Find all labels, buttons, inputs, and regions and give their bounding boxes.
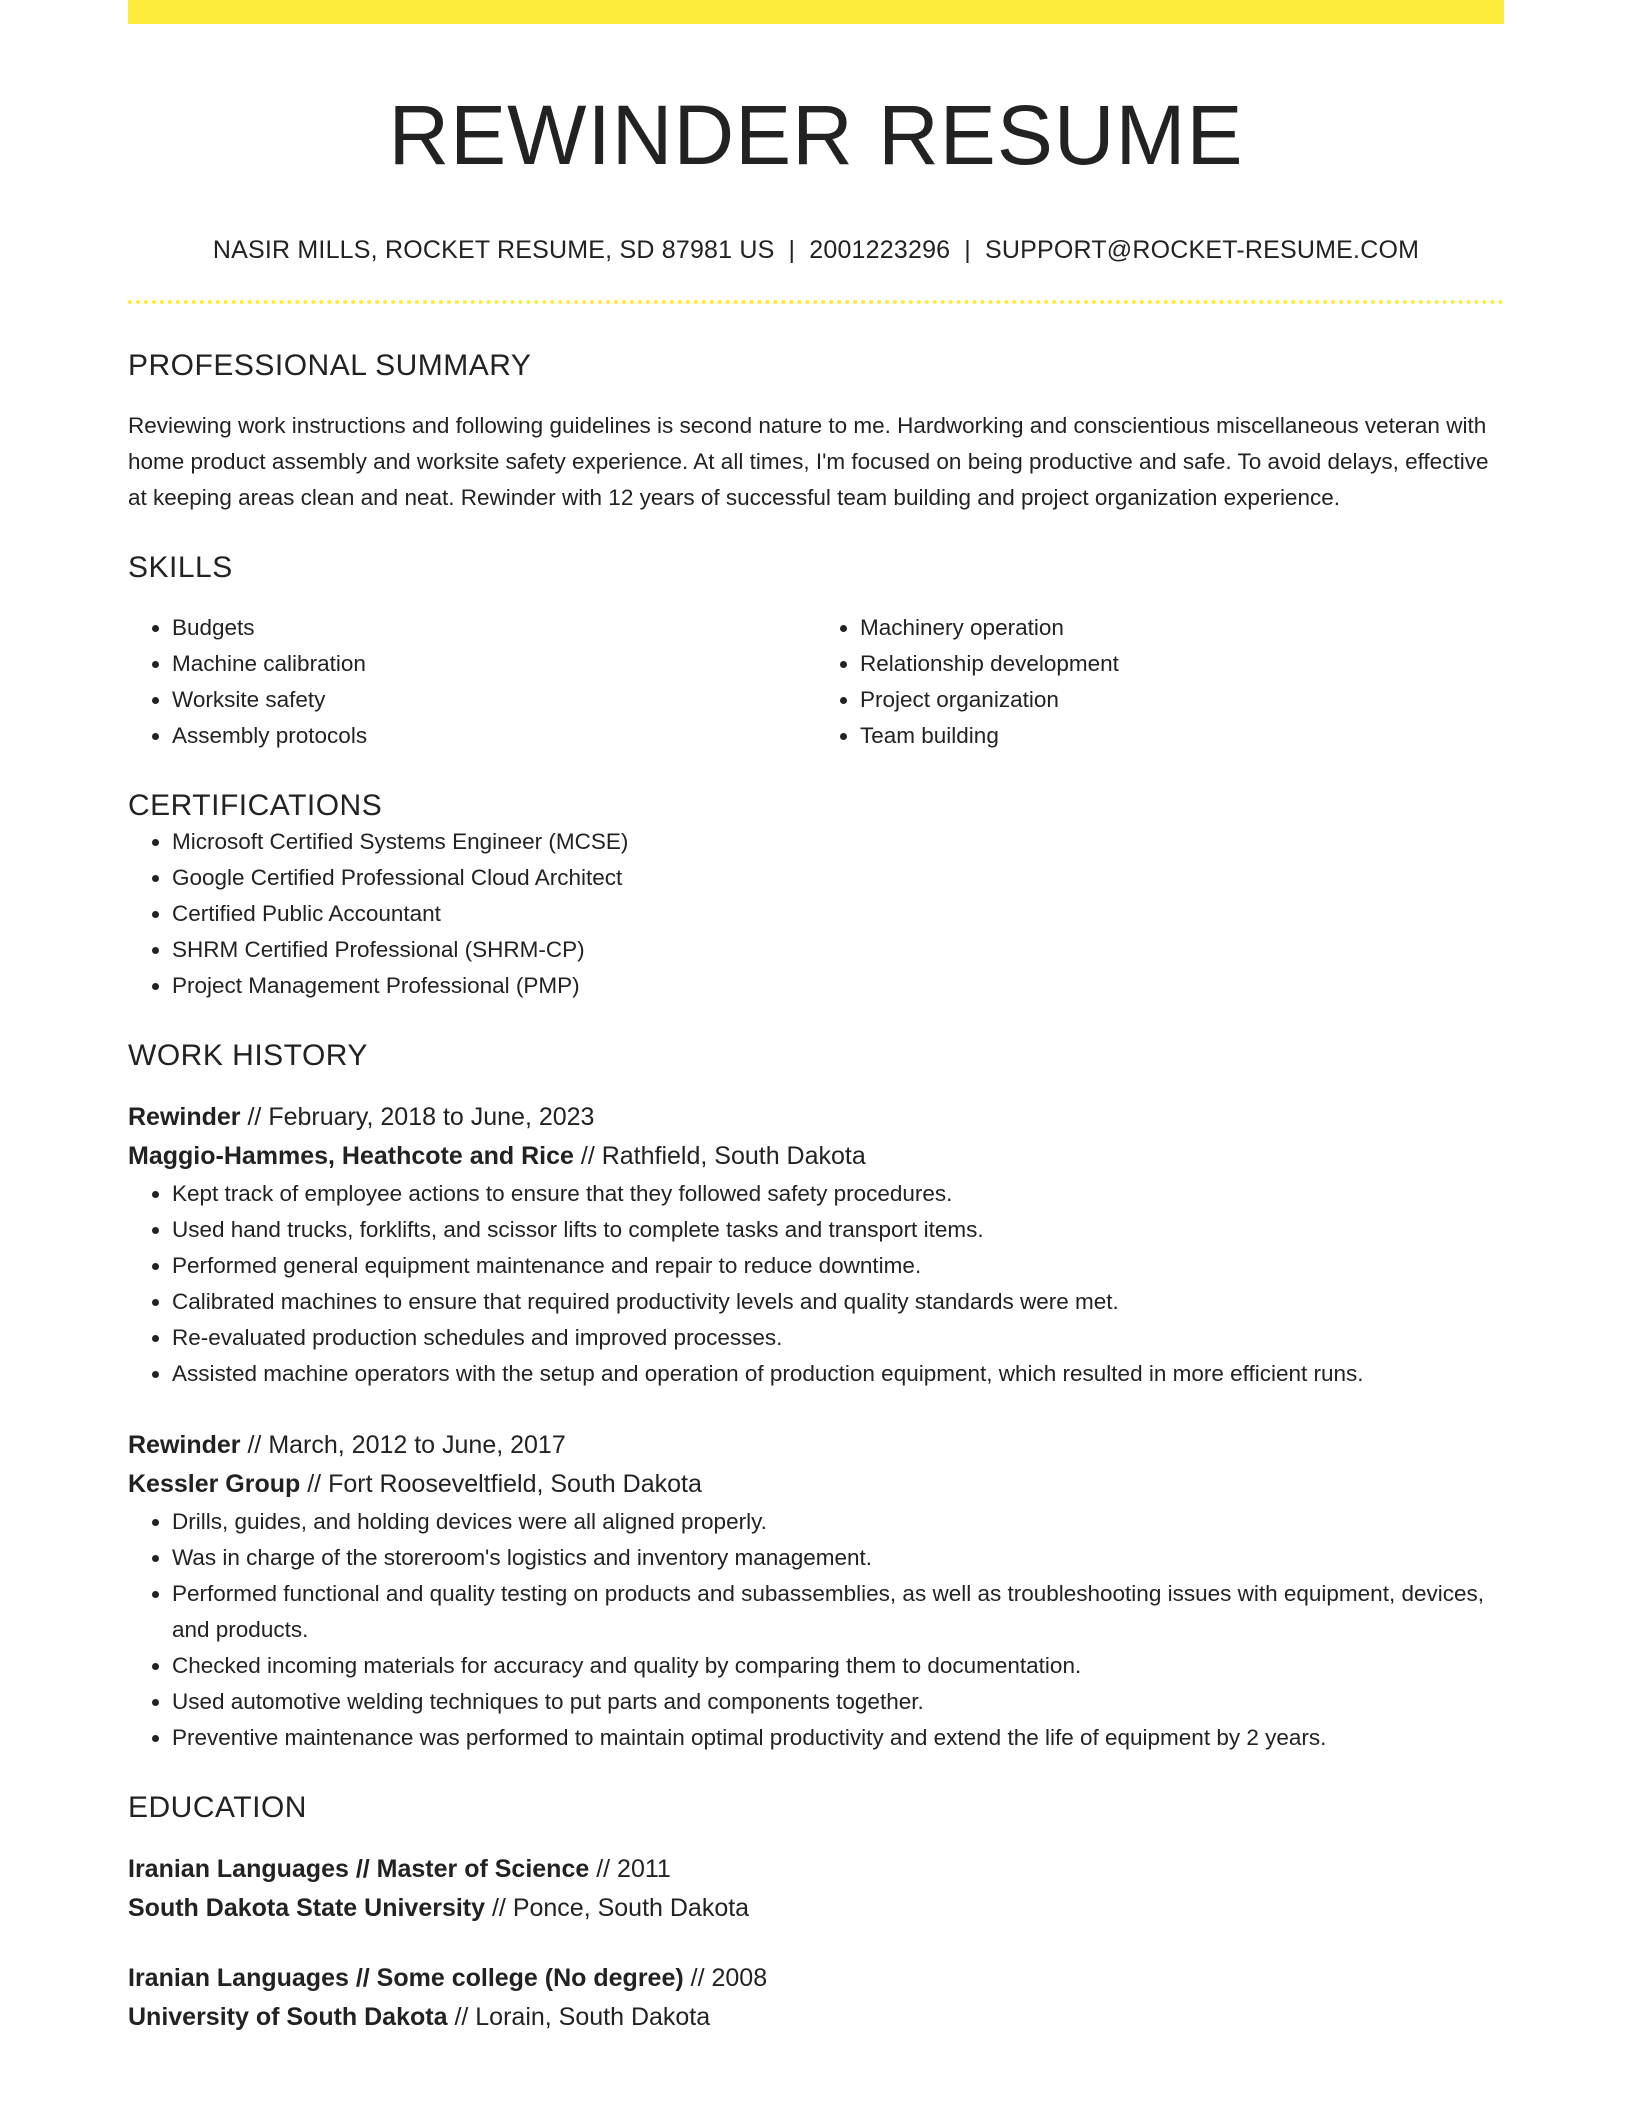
contact-separator: |	[964, 236, 971, 264]
job-bullet: • Kept track of employee actions to ensure that they followed safety procedures.	[172, 1176, 1504, 1212]
skills-column-right	[816, 610, 1504, 754]
education-location: // Lorain, South Dakota	[447, 2003, 711, 2031]
job-role: Rewinder	[128, 1103, 241, 1131]
job-bullet: • Used automotive welding techniques to put parts and components together.	[172, 1684, 1504, 1720]
certification-item: • Project Management Professional (PMP)	[172, 968, 1504, 1004]
education-year: // 2008	[683, 1964, 768, 1992]
job-role-line	[128, 1098, 1504, 1137]
job-role-line	[128, 1426, 1504, 1465]
job-company: Maggio-Hammes, Heathcote and Rice	[128, 1142, 574, 1170]
education-year: // 2011	[589, 1855, 671, 1883]
contact-separator: |	[788, 236, 796, 264]
job-bullet: • Preventive maintenance was performed to maintain optimal productivity and extend the life of equipment by 2 years.	[172, 1720, 1504, 1756]
education-heading: EDUCATION	[128, 1791, 307, 1824]
certification-item: • Google Certified Professional Cloud Architect	[172, 860, 1504, 896]
job-company-line	[128, 1137, 1504, 1176]
education-degree: Iranian Languages // Master of Science	[128, 1855, 590, 1883]
skill-item: • Machinery operation	[860, 610, 1504, 646]
job-company: Kessler Group	[128, 1470, 301, 1498]
work-history-heading: WORK HISTORY	[128, 1039, 368, 1072]
education-school-line	[128, 1889, 1504, 1928]
job-location: // Fort Rooseveltfield, South Dakota	[300, 1470, 702, 1498]
job-dates: // February, 2018 to June, 2023	[240, 1103, 595, 1131]
skill-item: • Worksite safety	[172, 682, 816, 718]
resume-page	[128, 0, 1504, 2037]
contact-address: NASIR MILLS, ROCKET RESUME, SD 87981 US	[212, 236, 775, 264]
skill-item: • Team building	[860, 718, 1504, 754]
education-entry	[128, 1850, 1504, 1928]
certifications-list	[128, 824, 1504, 1004]
certification-item: • SHRM Certified Professional (SHRM-CP)	[172, 932, 1504, 968]
job-bullet: • Calibrated machines to ensure that required productivity levels and quality standards were met.	[172, 1284, 1504, 1320]
job-bullet: • Used hand trucks, forklifts, and scissor lifts to complete tasks and transport items.	[172, 1212, 1504, 1248]
education-degree-line	[128, 1959, 1504, 1998]
education-degree: Iranian Languages // Some college (No degree)	[128, 1964, 684, 1992]
job-dates: // March, 2012 to June, 2017	[240, 1431, 566, 1459]
education-location: // Ponce, South Dakota	[485, 1894, 750, 1922]
job-bullet: • Assisted machine operators with the setup and operation of production equipment, which resulted in more efficient runs.	[172, 1356, 1504, 1392]
resume-title: REWINDER RESUME	[388, 88, 1244, 182]
summary-text: Reviewing work instructions and following guidelines is second nature to me. Hardworking and conscientious miscellaneous veteran with home product assembly and worksite safety experience. At all times, I'm focused on being productive and safe. To avoid delays, effective at keeping areas clean and neat. Rewinder with 12 years of successful team building and project organization experience.	[128, 413, 1489, 510]
job-role: Rewinder	[128, 1431, 241, 1459]
skill-item: • Relationship development	[860, 646, 1504, 682]
skill-item: • Budgets	[172, 610, 816, 646]
job-bullets	[128, 1504, 1504, 1756]
job-bullets	[128, 1176, 1504, 1392]
job-bullet: • Drills, guides, and holding devices were all aligned properly.	[172, 1504, 1504, 1540]
top-accent-bar	[128, 0, 1504, 24]
job-bullet: • Checked incoming materials for accuracy and quality by comparing them to documentation.	[172, 1648, 1504, 1684]
education-entry	[128, 1959, 1504, 2037]
skill-item: • Machine calibration	[172, 646, 816, 682]
job-bullet: • Re-evaluated production schedules and improved processes.	[172, 1320, 1504, 1356]
job-bullet: • Was in charge of the storeroom's logistics and inventory management.	[172, 1540, 1504, 1576]
dotted-divider	[128, 300, 1504, 304]
education-degree-line	[128, 1850, 1504, 1889]
education-school: South Dakota State University	[128, 1894, 486, 1922]
job-company-line	[128, 1465, 1504, 1504]
skills-grid	[128, 610, 1504, 754]
job-location: // Rathfield, South Dakota	[573, 1142, 866, 1170]
skills-heading: SKILLS	[128, 551, 233, 584]
job-bullet: • Performed general equipment maintenance and repair to reduce downtime.	[172, 1248, 1504, 1284]
skills-column-left	[128, 610, 816, 754]
skill-item: • Assembly protocols	[172, 718, 816, 754]
job-entry	[128, 1426, 1504, 1756]
certification-item: • Microsoft Certified Systems Engineer (MCSE)	[172, 824, 1504, 860]
certification-item: • Certified Public Accountant	[172, 896, 1504, 932]
contact-line	[128, 234, 1504, 266]
education-school: University of South Dakota	[128, 2003, 448, 2031]
skill-item: • Project organization	[860, 682, 1504, 718]
education-school-line	[128, 1998, 1504, 2037]
certifications-heading: CERTIFICATIONS	[128, 789, 383, 822]
contact-phone: 2001223296	[809, 236, 951, 264]
job-entry	[128, 1098, 1504, 1392]
job-bullet: • Performed functional and quality testing on products and subassemblies, as well as troubleshooting issues with equipment, devices, and products.	[172, 1576, 1504, 1648]
contact-email: SUPPORT@ROCKET-RESUME.COM	[985, 236, 1420, 264]
summary-heading: PROFESSIONAL SUMMARY	[128, 349, 532, 382]
